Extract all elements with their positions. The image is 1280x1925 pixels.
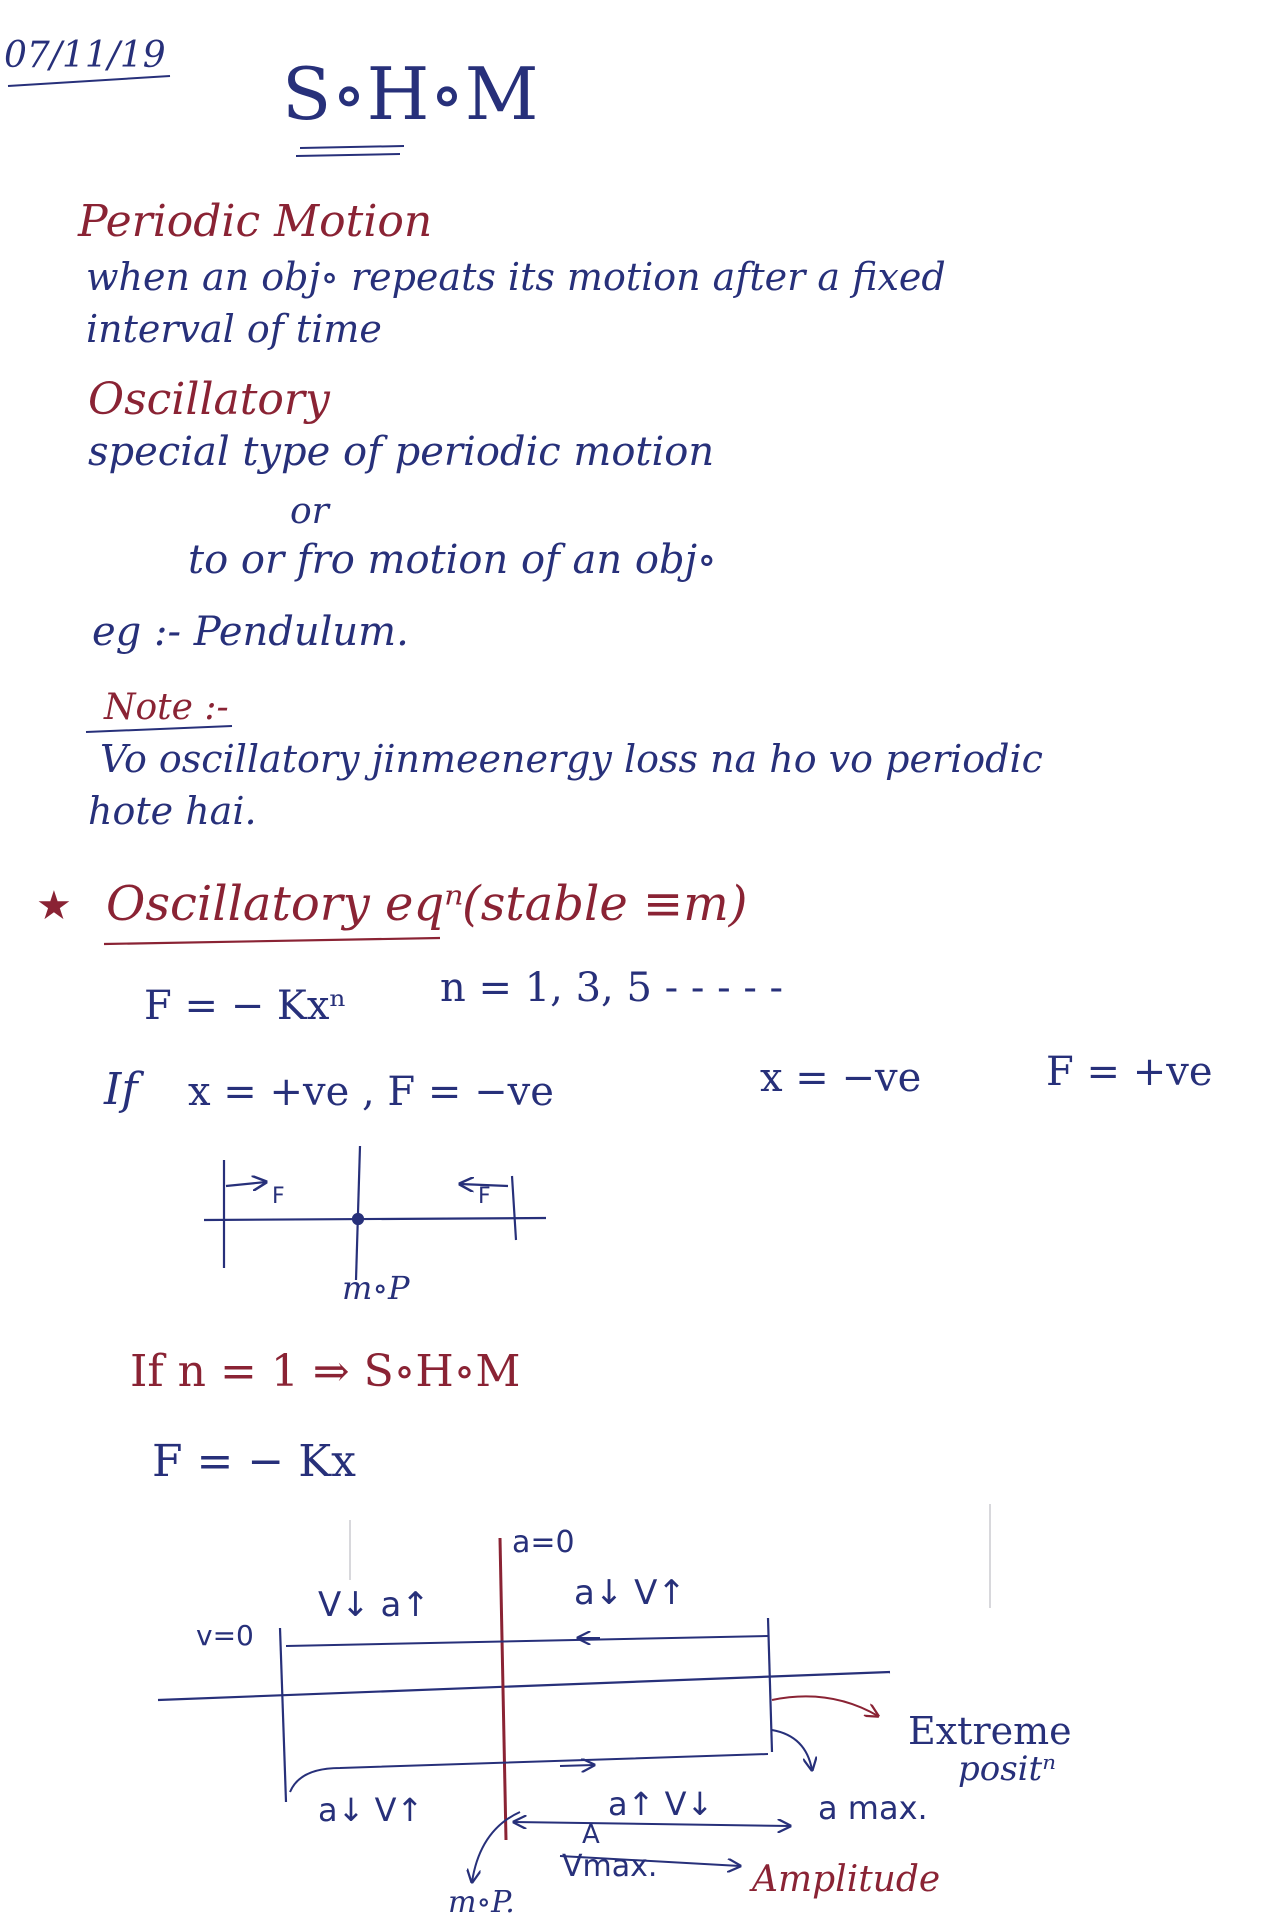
page-title: S∘H∘M [282, 52, 539, 136]
oscillatory-heading: Oscillatory [88, 374, 330, 425]
mean-position-bottom: m∘P. [448, 1885, 515, 1920]
a-zero-label: a=0 [512, 1525, 575, 1560]
position-label: positⁿ [958, 1749, 1056, 1789]
equation-paren: (stable ≡m) [462, 876, 748, 932]
amplitude-a-label: A [582, 1820, 600, 1850]
v-max-label: Vmax. [562, 1849, 658, 1884]
example-text: eg :- Pendulum. [92, 609, 409, 655]
if-label: If [104, 1064, 138, 1115]
condition-force: F = +ve [1046, 1049, 1213, 1095]
force-label-right: F [478, 1184, 491, 1209]
shm-formula: F = − Kx [152, 1436, 356, 1487]
shm-condition: If n = 1 ⇒ S∘H∘M [130, 1346, 521, 1397]
bottom-right-label: a↑ V↓ [608, 1785, 714, 1823]
note-underline [86, 726, 232, 732]
oscillatory-line-2: to or fro motion of an obj∘ [188, 537, 717, 583]
periodic-line-2: interval of time [86, 307, 382, 351]
oscillatory-or: or [290, 491, 329, 532]
condition-negative: x = −ve [760, 1055, 922, 1101]
formula-general: F = − Kxⁿ [144, 983, 347, 1029]
force-diagram [204, 1146, 546, 1280]
note-label: Note :- [104, 687, 229, 728]
equation-heading: Oscillatory eqⁿ [106, 876, 464, 932]
force-label-left: F [272, 1184, 285, 1209]
date: 07/11/19 [4, 35, 166, 76]
amplitude-label: Amplitude [752, 1859, 941, 1900]
v-zero-label: v=0 [196, 1619, 254, 1652]
top-right-label: a↓ V↑ [574, 1573, 686, 1613]
extreme-label: Extreme [908, 1709, 1072, 1753]
periodic-heading: Periodic Motion [78, 196, 433, 247]
note-line-2: hote hai. [88, 789, 257, 833]
mean-position-label: m∘P [342, 1269, 410, 1307]
a-max-label: a max. [818, 1789, 928, 1827]
oscillatory-line-1: special type of periodic motion [88, 429, 715, 475]
equation-underline [104, 938, 440, 944]
n-values: n = 1, 3, 5 - - - - - [440, 965, 784, 1011]
condition-positive: x = +ve , F = −ve [188, 1069, 554, 1115]
note-line-1: Vo oscillatory jinmeenergy loss na ho vo periodic [100, 737, 1043, 781]
top-left-label: V↓ a↑ [318, 1585, 430, 1625]
star-icon: ★ [36, 883, 72, 929]
date-underline [8, 76, 170, 86]
title-underline-1 [300, 146, 404, 148]
shm-diagram [158, 1504, 990, 1882]
periodic-line-1: when an obj∘ repeats its motion after a fixed [86, 255, 946, 299]
bottom-left-label: a↓ V↑ [318, 1791, 424, 1829]
title-underline-2 [296, 154, 400, 156]
